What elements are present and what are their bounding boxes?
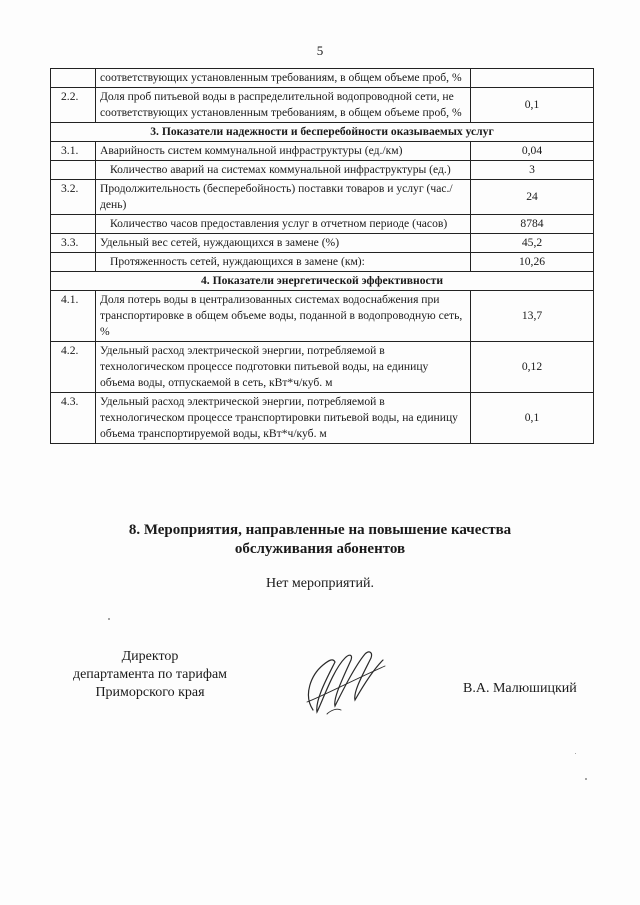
row-number: 4.1. bbox=[51, 291, 96, 342]
indicator-name: Продолжительность (бесперебойность) поставки товаров и услуг (час./день) bbox=[96, 180, 471, 215]
signatory-title bbox=[50, 648, 250, 702]
indicator-name: Аварийность систем коммунальной инфраструктуры (ед./км) bbox=[96, 142, 471, 161]
table-row bbox=[51, 393, 594, 444]
table-row bbox=[51, 215, 594, 234]
indicator-value: 13,7 bbox=[471, 291, 594, 342]
table-row bbox=[51, 291, 594, 342]
section-8-heading-line2: обслуживания абонентов bbox=[234, 541, 406, 557]
section-8-heading-line1: 8. Мероприятия, направленные на повышение качества bbox=[128, 522, 512, 538]
indicators-table-body bbox=[51, 69, 594, 444]
table-row bbox=[51, 88, 594, 123]
signatory-line2: департамента по тарифам bbox=[72, 667, 228, 682]
table-row bbox=[51, 161, 594, 180]
indicator-name: Удельный расход электрической энергии, потребляемой в технологическом процессе подготовки питьевой воды, на единицу объема воды, отпускаемой в сеть, кВт*ч/куб. м bbox=[96, 342, 471, 393]
table-row bbox=[51, 180, 594, 215]
indicator-name: Доля потерь воды в централизованных системах водоснабжения при транспортировке в общем объеме воды, поданной в водопроводную сеть, % bbox=[96, 291, 471, 342]
indicator-value: 0,04 bbox=[471, 142, 594, 161]
indicator-value bbox=[471, 69, 594, 88]
table-row bbox=[51, 253, 594, 272]
indicator-name: Протяженность сетей, нуждающихся в замене (км): bbox=[96, 253, 471, 272]
table-row bbox=[51, 142, 594, 161]
table-row bbox=[51, 342, 594, 393]
table-row bbox=[51, 69, 594, 88]
indicator-value: 0,1 bbox=[471, 88, 594, 123]
indicator-name: Доля проб питьевой воды в распределительной водопроводной сети, не соответствующих установленным требованиям, в общем объеме проб, % bbox=[96, 88, 471, 123]
table-section-row bbox=[51, 272, 594, 291]
indicator-value: 0,1 bbox=[471, 393, 594, 444]
row-number bbox=[51, 161, 96, 180]
scan-speck bbox=[575, 753, 576, 754]
indicators-table bbox=[50, 68, 594, 444]
indicator-name: Количество часов предоставления услуг в отчетном периоде (часов) bbox=[96, 215, 471, 234]
section-title: 4. Показатели энергетической эффективности bbox=[51, 272, 594, 291]
row-number: 3.2. bbox=[51, 180, 96, 215]
indicator-value: 10,26 bbox=[471, 253, 594, 272]
row-number: 3.3. bbox=[51, 234, 96, 253]
indicator-value: 45,2 bbox=[471, 234, 594, 253]
indicator-name: Удельный расход электрической энергии, потребляемой в технологическом процессе транспортировки питьевой воды, на единицу объема транспортируемой воды, кВт*ч/куб. м bbox=[96, 393, 471, 444]
page-number: 5 bbox=[316, 43, 324, 58]
indicator-value: 3 bbox=[471, 161, 594, 180]
row-number: 2.2. bbox=[51, 88, 96, 123]
table-row bbox=[51, 234, 594, 253]
indicator-value: 0,12 bbox=[471, 342, 594, 393]
section-8-heading bbox=[0, 521, 640, 559]
row-number: 4.3. bbox=[51, 393, 96, 444]
scan-speck bbox=[585, 778, 587, 780]
indicator-name: Количество аварий на системах коммунальной инфраструктуры (ед.) bbox=[96, 161, 471, 180]
row-number bbox=[51, 253, 96, 272]
table-section-row bbox=[51, 123, 594, 142]
indicator-value: 24 bbox=[471, 180, 594, 215]
indicator-value: 8784 bbox=[471, 215, 594, 234]
signature-icon bbox=[293, 640, 393, 720]
section-8-body: Нет мероприятий. bbox=[265, 576, 375, 591]
indicator-name: соответствующих установленным требованиям, в общем объеме проб, % bbox=[96, 69, 471, 88]
signatory-line1: Директор bbox=[121, 649, 179, 664]
signatory-line3: Приморского края bbox=[95, 685, 205, 700]
indicator-name: Удельный вес сетей, нуждающихся в замене (%) bbox=[96, 234, 471, 253]
signer-name: В.А. Малюшицкий bbox=[463, 681, 577, 696]
row-number: 3.1. bbox=[51, 142, 96, 161]
row-number: 4.2. bbox=[51, 342, 96, 393]
row-number bbox=[51, 215, 96, 234]
row-number bbox=[51, 69, 96, 88]
section-title: 3. Показатели надежности и бесперебойности оказываемых услуг bbox=[51, 123, 594, 142]
scan-speck bbox=[108, 618, 110, 620]
